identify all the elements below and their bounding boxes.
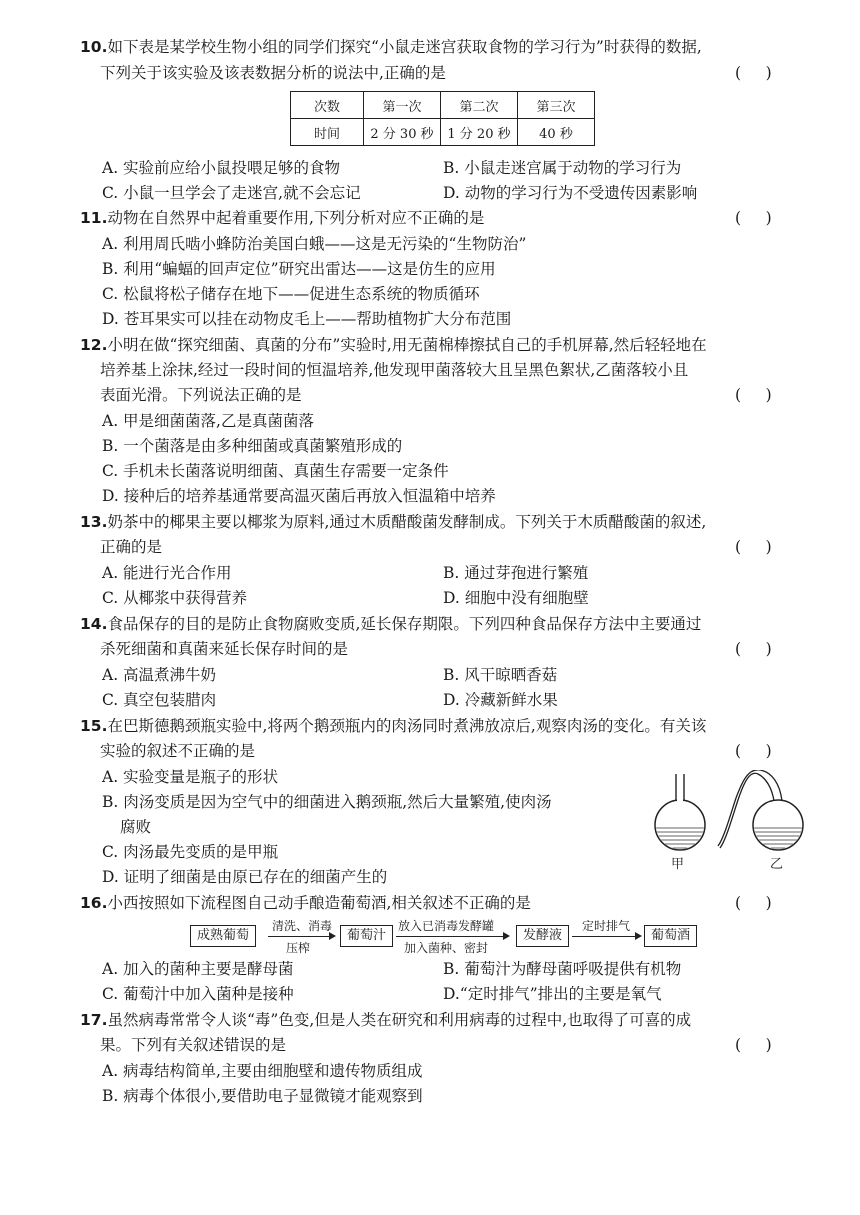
q14-option-d[interactable]: D. 冷藏新鲜水果: [443, 691, 558, 709]
flow-box-grapes: 成熟葡萄: [190, 925, 256, 947]
q12-option-c[interactable]: C. 手机未长菌落说明细菌、真菌生存需要一定条件: [102, 462, 449, 480]
q17-number: 17.: [80, 1011, 108, 1029]
q16-stem: [80, 892, 531, 914]
q15-stem: [80, 715, 706, 737]
q12-number: 12.: [80, 336, 108, 354]
q15-text-2: 实验的叙述不正确的是: [100, 742, 256, 760]
flask-jia-icon: [655, 774, 705, 850]
q14-text-1: 食品保存的目的是防止食物腐败变质,延长保存期限。下列四种食品保存方法中主要通过: [107, 615, 702, 633]
q11-option-c[interactable]: C. 松鼠将松子储存在地下——促进生态系统的物质循环: [102, 285, 480, 303]
flask-yi-label: 乙: [770, 857, 784, 872]
q17-option-a[interactable]: A. 病毒结构简单,主要由细胞壁和遗传物质组成: [102, 1062, 423, 1080]
q10-text-1: 如下表是某学校生物小组的同学们探究“小鼠走迷宫获取食物的学习行为”时获得的数据,: [107, 38, 702, 56]
q15-option-a[interactable]: A. 实验变量是瓶子的形状: [102, 768, 279, 786]
q10-option-a[interactable]: A. 实验前应给小鼠投喂足够的食物: [102, 159, 341, 177]
q15-option-d[interactable]: D. 证明了细菌是由原已存在的细菌产生的: [102, 868, 388, 886]
q15-option-b[interactable]: B. 肉汤变质是因为空气中的细菌进入鹅颈瓶,然后大量繁殖,使肉汤: [102, 793, 552, 811]
q13-option-b[interactable]: B. 通过芽孢进行繁殖: [443, 564, 589, 582]
q12-answer-bracket: ( ): [735, 386, 772, 404]
flow-arrow3-top: 定时排气: [582, 919, 631, 933]
q17-text-2: 果。下列有关叙述错误的是: [100, 1036, 287, 1054]
flow-arrow-icon: [572, 936, 640, 937]
q12-text-2: 培养基上涂抹,经过一段时间的恒温培养,他发现甲菌落较大且呈黑色絮状,乙菌落较小且: [100, 361, 689, 379]
q17-text-1: 虽然病毒常常令人谈“毒”色变,但是人类在研究和利用病毒的过程中,也取得了可喜的成: [107, 1011, 692, 1029]
flow-arrow1-top: 清洗、消毒: [272, 919, 333, 933]
q13-text-2: 正确的是: [100, 538, 163, 556]
q13-answer-bracket: ( ): [735, 538, 772, 556]
q13-option-d[interactable]: D. 细胞中没有细胞壁: [443, 589, 589, 607]
flow-arrow1-bottom: 压榨: [286, 941, 311, 955]
q16-option-a[interactable]: A. 加入的菌种主要是酵母菌: [102, 960, 294, 978]
flow-box-wine: 葡萄酒: [644, 925, 697, 947]
table-cell: 第二次: [441, 92, 518, 119]
q14-option-a[interactable]: A. 高温煮沸牛奶: [102, 666, 217, 684]
flow-arrow-icon: [268, 936, 334, 937]
flow-arrow2-top: 放入已消毒发酵罐: [398, 919, 495, 933]
q11-text-1: 动物在自然界中起着重要作用,下列分析对应不正确的是: [107, 209, 485, 227]
table-row: [291, 119, 595, 146]
q16-option-c[interactable]: C. 葡萄汁中加入菌种是接种: [102, 985, 294, 1003]
q16-option-b[interactable]: B. 葡萄汁为酵母菌呼吸提供有机物: [443, 960, 682, 978]
q11-option-d[interactable]: D. 苍耳果实可以挂在动物皮毛上——帮助植物扩大分布范围: [102, 310, 512, 328]
q12-option-a[interactable]: A. 甲是细菌菌落,乙是真菌菌落: [102, 412, 314, 430]
flow-arrow2-bottom: 加入菌种、密封: [404, 941, 489, 955]
q13-text-1: 奶茶中的椰果主要以椰浆为原料,通过木质醋酸菌发酵制成。下列关于木质醋酸菌的叙述,: [107, 513, 707, 531]
q13-option-c[interactable]: C. 从椰浆中获得营养: [102, 589, 248, 607]
q11-stem: [80, 207, 484, 229]
q14-answer-bracket: ( ): [735, 640, 772, 658]
q10-answer-bracket: ( ): [735, 64, 772, 82]
q12-text-1: 小明在做“探究细菌、真菌的分布”实验时,用无菌棉棒擦拭自己的手机屏幕,然后轻轻地在: [107, 336, 707, 354]
q17-stem: [80, 1009, 691, 1031]
q12-stem: [80, 334, 707, 356]
table-cell: 2 分 30 秒: [364, 119, 441, 146]
q10-text-2: 下列关于该实验及该表数据分析的说法中,正确的是: [100, 64, 446, 82]
q10-number: 10.: [80, 38, 108, 56]
table-cell: 第三次: [518, 92, 595, 119]
q13-stem: [80, 511, 706, 533]
q10-stem: [80, 36, 702, 58]
table-cell: 次数: [291, 92, 364, 119]
q14-option-c[interactable]: C. 真空包装腊肉: [102, 691, 217, 709]
flask-yi-icon: [718, 770, 803, 850]
q14-stem: [80, 613, 701, 635]
table-row: [291, 92, 595, 119]
q11-number: 11.: [80, 209, 108, 227]
q15-answer-bracket: ( ): [735, 742, 772, 760]
q15-text-1: 在巴斯德鹅颈瓶实验中,将两个鹅颈瓶内的肉汤同时煮沸放凉后,观察肉汤的变化。有关该: [107, 717, 707, 735]
q16-answer-bracket: ( ): [735, 894, 772, 912]
flow-box-ferment: 发酵液: [516, 925, 569, 947]
q10-data-table: [290, 91, 595, 146]
q16-option-d[interactable]: D.“定时排气”排出的主要是氧气: [443, 985, 662, 1003]
q13-option-a[interactable]: A. 能进行光合作用: [102, 564, 232, 582]
q15-option-c[interactable]: C. 肉汤最先变质的是甲瓶: [102, 843, 279, 861]
flow-box-juice: 葡萄汁: [340, 925, 393, 947]
q17-answer-bracket: ( ): [735, 1036, 772, 1054]
table-cell: 40 秒: [518, 119, 595, 146]
q10-option-c[interactable]: C. 小鼠一旦学会了走迷宫,就不会忘记: [102, 184, 361, 202]
q11-answer-bracket: ( ): [735, 209, 772, 227]
q11-option-a[interactable]: A. 利用周氏啮小蜂防治美国白蛾——这是无污染的“生物防治”: [102, 235, 527, 253]
q16-text-1: 小西按照如下流程图自己动手酿造葡萄酒,相关叙述不正确的是: [107, 894, 531, 912]
q12-option-b[interactable]: B. 一个菌落是由多种细菌或真菌繁殖形成的: [102, 437, 403, 455]
q11-option-b[interactable]: B. 利用“蝙蝠的回声定位”研究出雷达——这是仿生的应用: [102, 260, 496, 278]
q14-option-b[interactable]: B. 风干晾晒香菇: [443, 666, 558, 684]
q15-option-b-cont: 腐败: [120, 818, 152, 836]
table-cell: 时间: [291, 119, 364, 146]
flask-jia-label: 甲: [671, 857, 685, 872]
table-cell: 第一次: [364, 92, 441, 119]
q14-text-2: 杀死细菌和真菌来延长保存时间的是: [100, 640, 349, 658]
q14-number: 14.: [80, 615, 108, 633]
q13-number: 13.: [80, 513, 108, 531]
q10-option-d[interactable]: D. 动物的学习行为不受遗传因素影响: [443, 184, 698, 202]
q16-number: 16.: [80, 894, 108, 912]
q15-number: 15.: [80, 717, 108, 735]
q12-option-d[interactable]: D. 接种后的培养基通常要高温灭菌后再放入恒温箱中培养: [102, 487, 496, 505]
flow-arrow-icon: [396, 936, 508, 937]
table-cell: 1 分 20 秒: [441, 119, 518, 146]
q12-text-3: 表面光滑。下列说法正确的是: [100, 386, 302, 404]
q10-option-b[interactable]: B. 小鼠走迷宫属于动物的学习行为: [443, 159, 682, 177]
q17-option-b[interactable]: B. 病毒个体很小,要借助电子显微镜才能观察到: [102, 1087, 423, 1105]
